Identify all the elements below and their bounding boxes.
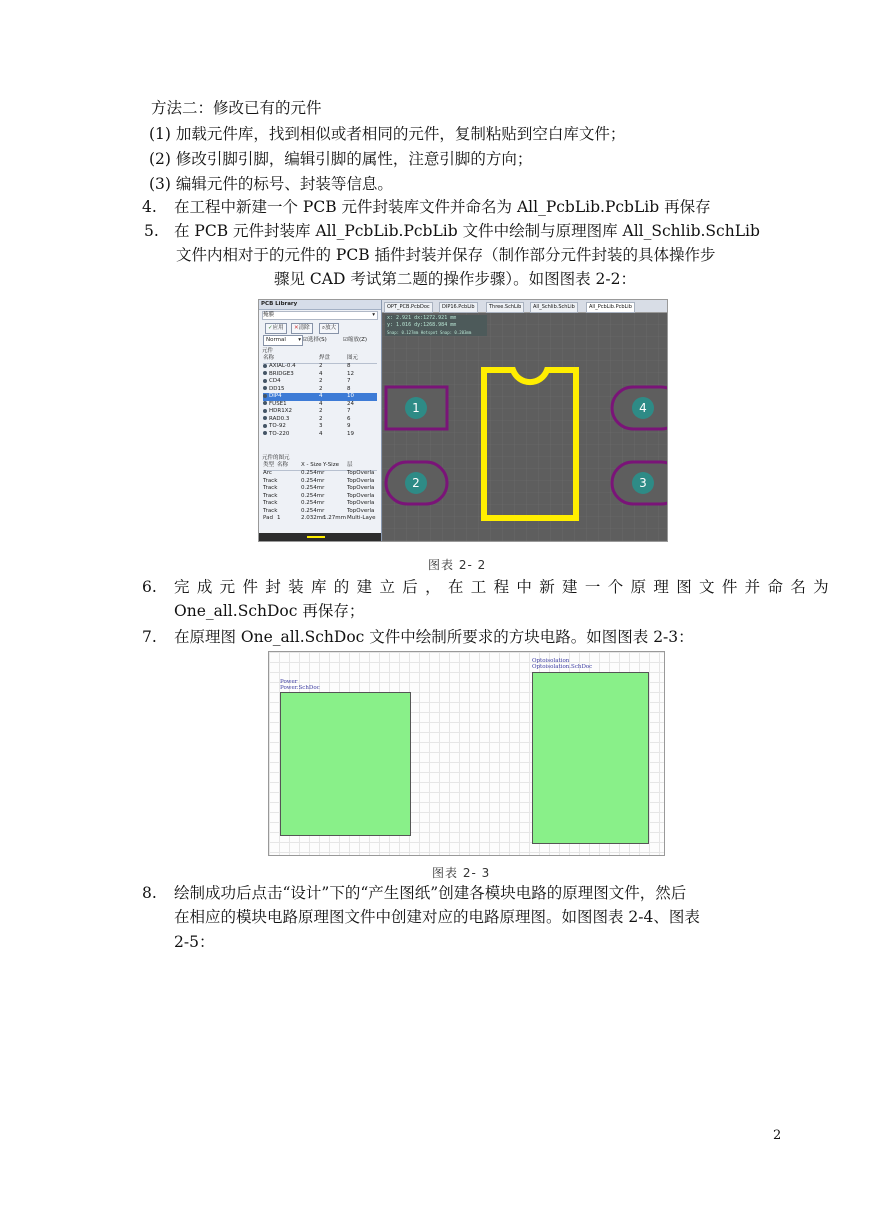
component-pads: 3 [319,423,323,429]
component-name: TO-92 [263,423,286,431]
mode-select[interactable] [263,335,303,346]
step-5-line-2: 文件内相对于的元件的 PCB 插件封装并保存（制作部分元件封装的具体操作步 [176,246,716,264]
component-icon [263,394,267,398]
component-name: CD4 [263,378,281,386]
component-pads: 2 [319,415,323,422]
component-primitives: 8 [347,385,351,392]
clear-label: 清除 [298,325,310,331]
component-row[interactable] [263,363,377,371]
component-name: BRIDGE3 [263,371,294,379]
primitive-cell: 0.254mr [301,507,325,514]
primitive-cell: 2.032mr [301,515,325,521]
primitive-cell: Track [263,492,278,499]
primitive-cell: Track [263,485,278,491]
primitive-cell: 0.254mr [301,470,325,476]
primitive-cell: 0.254mr [301,477,325,484]
component-icon [263,416,267,420]
step-5-number: 5. [144,222,159,240]
primitive-row[interactable] [263,470,377,478]
component-name: DIP4 [263,393,282,401]
component-icon [263,364,267,368]
component-name: FUSE1 [263,401,287,409]
primitive-cell: TopOverla [347,470,375,476]
column-prim-name: 名称 [277,462,289,468]
component-icon [263,371,267,375]
apply-button[interactable] [265,323,287,334]
pad-3-label: 3 [639,476,647,490]
mini-preview [259,533,381,541]
component-icon [263,409,267,413]
step-5-line-1: 在 PCB 元件封装库 All_PcbLib.PcbLib 文件中绘制与原理图库 All_Schlib.SchLib [174,222,760,240]
component-pads: 2 [319,408,323,414]
primitive-cell: TopOverla [347,500,375,506]
component-name: TO-220 [263,431,289,439]
tab-dip16-pcblib[interactable]: DIP16.PcbLib [439,302,478,313]
apply-label: 应用 [272,325,284,331]
pcb-library-panel [259,300,382,541]
column-name: 名称 [263,355,275,361]
step-6-number: 6. [142,578,157,596]
schematic-screenshot [268,651,665,856]
select-checkbox[interactable]: ☑选择(S) [303,337,327,343]
component-row[interactable] [263,393,377,401]
component-pads: 4 [319,393,323,399]
mask-field[interactable] [262,311,378,320]
select-checkbox-label: 选择(S) [307,337,327,343]
primitive-cell: Arc [263,470,272,476]
sub-step-2: (2) 修改引脚引脚，编辑引脚的属性，注意引脚的方向； [149,150,533,168]
primitive-cell: Track [263,507,278,514]
column-x-size: X - Size [301,462,322,468]
component-row[interactable] [263,416,377,424]
component-pads: 2 [319,385,323,392]
pad-4-label: 4 [639,401,647,415]
panel-title: PCB Library [259,300,381,310]
primitive-row[interactable] [263,485,377,493]
component-icon [263,379,267,383]
step-8-number: 8. [142,884,157,902]
component-row[interactable] [263,431,377,439]
pcb-canvas[interactable] [382,300,667,541]
step-6-line-1: 完 成 元 件 封 装 库 的 建 立 后 ， 在 工 程 中 新 建 一 个 原 理 图 文 件 并 命 名 为 [174,578,830,596]
mask-label: 掩膜 [263,312,275,318]
primitive-cell: 1 [277,515,281,521]
primitive-cell: 0.254mr [301,485,325,491]
primitive-row[interactable] [263,493,377,501]
component-primitives: 10 [347,393,354,399]
primitive-row[interactable] [263,500,377,508]
clear-icon: ✕ [294,325,299,331]
chevron-down-icon: ▾ [372,312,375,318]
primitive-row[interactable] [263,515,377,523]
coordinate-readout [385,315,487,336]
hud-snap: Snap: 0.127mm Hotspot Snap: 0.203mm [387,330,472,335]
primitive-cell: Track [263,477,278,484]
pcb-library-screenshot [258,299,668,542]
column-type: 类型 [263,462,275,468]
clear-button[interactable] [291,323,313,334]
tab-all-schlib[interactable]: All_Schlib.SchLib [530,302,578,313]
step-8-line-1: 绘制成功后点击“设计”下的“产生图纸”创建各模块电路的原理图文件，然后 [174,884,687,902]
tab-opt-pcb[interactable]: OPT_PCB.PcbDoc [384,302,433,313]
pad-2-label: 2 [412,476,420,490]
component-icon [263,401,267,405]
page-number: 2 [773,1128,782,1143]
hud-x: x: 2.921 dx:1272.921 mm [387,315,457,321]
tab-three-schlib[interactable]: Three.SchLib [486,302,524,313]
primitive-row[interactable] [263,478,377,486]
sheet-symbol-optoisolation[interactable] [532,672,649,844]
sub-step-3: (3) 编辑元件的标号、封装等信息。 [149,175,393,193]
component-name: HDR1X2 [263,408,292,416]
components-header: 元件 [262,348,274,354]
component-primitives: 7 [347,408,351,414]
primitive-cell: 0.254mr [301,500,325,506]
step-8-line-2: 在相应的模块电路原理图文件中创建对应的电路原理图。如图图表 2-4、图表 [174,908,700,926]
primitive-cell: TopOverla [347,485,375,491]
primitive-cell: TopOverla [347,492,375,499]
zoom-button[interactable] [319,323,339,334]
component-row[interactable] [263,423,377,431]
block-opto-file: Optoisolation.SchDoc [532,664,593,670]
component-primitives: 8 [347,363,351,369]
primitive-cell: 0.254mr [301,492,325,499]
step-7-text: 在原理图 One_all.SchDoc 文件中绘制所要求的方块电路。如图图表 2-3： [174,628,694,646]
component-icon [263,386,267,390]
tab-all-pcblib[interactable]: All_PcbLib.PcbLib [586,302,635,313]
component-pads: 4 [319,400,323,407]
block-power-file: Power.SchDoc [280,685,320,691]
mode-value: Normal [266,337,286,343]
component-icon [263,431,267,435]
primitive-cell: TopOverla [347,507,375,514]
primitive-cell: Pad [263,515,273,521]
chevron-down-icon: ▾ [298,337,301,343]
component-primitives: 19 [347,430,354,437]
component-primitives: 24 [347,400,354,407]
step-8-line-3: 2-5： [174,933,215,951]
step-7-number: 7. [142,628,157,646]
component-pads: 4 [319,370,323,377]
sub-step-1: (1) 加载元件库，找到相似或者相同的元件，复制粘贴到空白库文件； [149,125,626,143]
component-name: AXIAL-0.4 [263,363,296,371]
document-tabs [382,300,667,313]
component-name: RAD0.3 [263,416,289,424]
component-icon [263,424,267,428]
column-layer: 层 [347,462,353,468]
step-5-line-3: 骤见 CAD 考试第二题的操作步骤）。如图图表 2-2： [274,270,636,288]
step-4-number: 4. [142,198,157,216]
column-pads: 焊盘 [319,355,331,361]
step-4-text: 在工程中新建一个 PCB 元件封装库文件并命名为 All_PcbLib.PcbLib 再保存 [174,198,711,216]
component-primitives: 12 [347,370,354,377]
pcb-drawing [382,300,667,541]
block-power-name: Power [280,679,298,685]
component-row[interactable] [263,386,377,394]
component-name: DD15 [263,386,284,394]
component-row[interactable] [263,408,377,416]
primitive-cell: Track [263,500,278,506]
primitive-cell: TopOverla [347,477,375,484]
caption-figure-2-3: 图表 2- 3 [432,866,491,880]
primitives-header: 元件的图元 [262,455,290,461]
caption-figure-2-2: 图表 2- 2 [428,558,487,572]
component-pads: 2 [319,378,323,384]
primitive-cell: Multi-Laye [347,515,376,521]
primitive-cell: 1.27mm [323,515,346,521]
step-6-line-2: One_all.SchDoc 再保存； [174,602,365,620]
zoom-checkbox[interactable]: ☑缩放(Z) [343,337,367,343]
component-row[interactable] [263,371,377,379]
zoom-checkbox-label: 缩放(Z) [347,337,367,343]
component-primitives: 9 [347,423,351,429]
hud-y: y: 1.016 dy:1268.984 mm [387,322,457,328]
block-opto-name: Optoisolation [532,658,570,664]
magnifier-icon: ⌕ [322,325,326,331]
primitive-row[interactable] [263,508,377,516]
column-primitives: 图元 [347,355,359,361]
component-row[interactable] [263,378,377,386]
column-y-size: Y-Size [323,462,339,468]
component-row[interactable] [263,401,377,409]
component-pads: 4 [319,430,323,437]
pad-1-label: 1 [412,401,420,415]
sheet-symbol-power[interactable] [280,692,411,836]
component-primitives: 6 [347,415,351,422]
component-pads: 2 [319,363,323,369]
component-primitives: 7 [347,378,351,384]
zoom-label: 放大 [325,325,337,331]
check-icon: ✓ [268,325,273,331]
method-title: 方法二：修改已有的元件 [151,99,322,117]
